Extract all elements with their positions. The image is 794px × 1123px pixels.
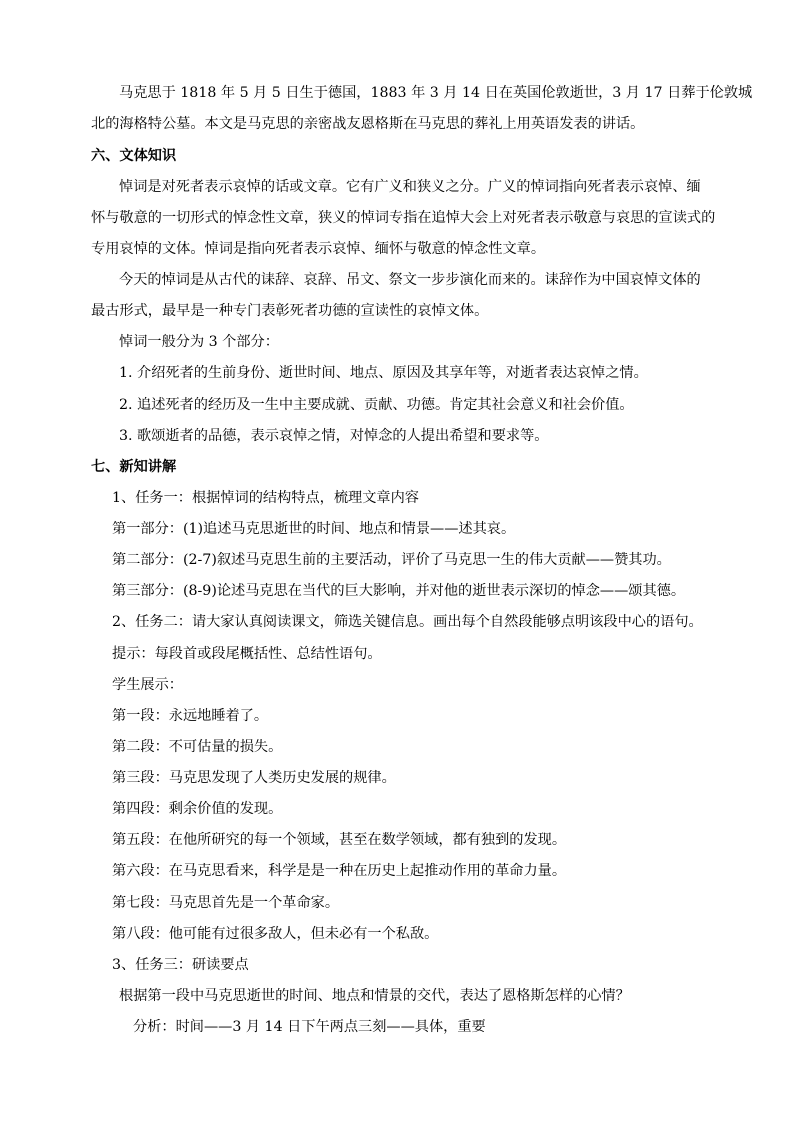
- s6-para3: 悼词一般分为 3 个部分：: [119, 334, 279, 350]
- segment-line: 第四段：剩余价值的发现。: [112, 801, 283, 817]
- list-item: 3. 歌颂逝者的品德，表示哀悼之情，对悼念的人提出希望和要求等。: [119, 428, 549, 444]
- s6-para1-line1: 悼词是对死者表示哀悼的话或文章。它有广义和狭义之分。广义的悼词指向死者表示哀悼、缅: [119, 179, 701, 195]
- task-2: 2、任务二：请大家认真阅读课文，筛选关键信息。画出每个自然段能够点明该段中心的语句。: [112, 614, 703, 630]
- hint: 提示：每段首或段尾概括性、总结性语句。: [112, 646, 382, 662]
- part-2: 第二部分：(2-7)叙述马克思生前的主要活动，评价了马克思一生的伟大贡献——赞其功。: [112, 552, 671, 568]
- task-3: 3、任务三：研读要点: [112, 957, 249, 973]
- segment-line: 第三段：马克思发现了人类历史发展的规律。: [112, 770, 396, 786]
- s6-para1-line2: 怀与敬意的一切形式的悼念性文章，狭义的悼词专指在追悼大会上对死者表示敬意与哀思的宣读式的: [91, 210, 716, 226]
- segment-line: 第二段：不可估量的损失。: [112, 739, 283, 755]
- list-item: 1. 介绍死者的生前身份、逝世时间、地点、原因及其享年等，对逝者表达哀悼之情。: [119, 365, 648, 381]
- segment-line: 第五段：在他所研究的每一个领域，甚至在数学领域，都有独到的发现。: [112, 832, 567, 848]
- part-1: 第一部分：(1)追述马克思逝世的时间、地点和情景——述其哀。: [112, 521, 516, 537]
- s6-para2-line1: 今天的悼词是从古代的诔辞、哀辞、吊文、祭文一步步演化而来的。诔辞作为中国哀悼文体的: [119, 272, 701, 288]
- question: 根据第一段中马克思逝世的时间、地点和情景的交代，表达了恩格斯怎样的心情？: [119, 988, 630, 1004]
- intro-line-1: 马克思于 1818 年 5 月 5 日生于德国，1883 年 3 月 14 日在英国伦敦逝世，3 月 17 日葬于伦敦城: [119, 85, 753, 101]
- section-7-heading: 七、新知讲解: [91, 459, 177, 475]
- list-item: 2. 追述死者的经历及一生中主要成就、贡献、功德。肯定其社会意义和社会价值。: [119, 397, 634, 413]
- s6-para1-line3: 专用哀悼的文体。悼词是指向死者表示哀悼、缅怀与敬意的悼念性文章。: [91, 241, 546, 257]
- student-show: 学生展示：: [112, 677, 183, 693]
- task-1: 1、任务一：根据悼词的结构特点，梳理文章内容: [112, 490, 419, 506]
- segment-line: 第一段：永远地睡着了。: [112, 708, 269, 724]
- analysis: 分析：时间——3 月 14 日下午两点三刻——具体，重要: [133, 1019, 486, 1035]
- intro-line-2: 北的海格特公墓。本文是马克思的亲密战友恩格斯在马克思的葬礼上用英语发表的讲话。: [91, 116, 645, 132]
- segment-line: 第八段：他可能有过很多敌人，但未必有一个私敌。: [112, 926, 439, 942]
- segment-line: 第七段：马克思首先是一个革命家。: [112, 895, 340, 911]
- section-6-heading: 六、文体知识: [91, 148, 177, 164]
- part-3: 第三部分：(8-9)论述马克思在当代的巨大影响，并对他的逝世表示深切的悼念——颂其德。: [112, 583, 686, 599]
- s6-para2-line2: 最古形式，最早是一种专门表彰死者功德的宣读性的哀悼文体。: [91, 303, 489, 319]
- segment-line: 第六段：在马克思看来，科学是是一种在历史上起推动作用的革命力量。: [112, 863, 567, 879]
